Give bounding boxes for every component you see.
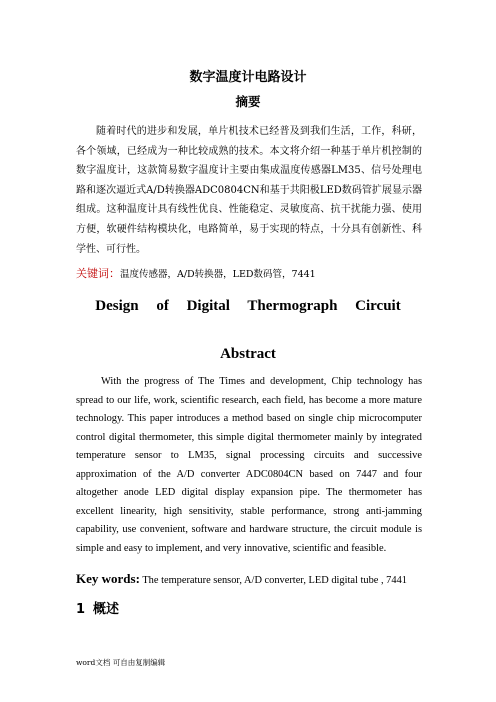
document-title: 数字温度计电路设计	[189, 70, 307, 85]
section-heading	[76, 598, 119, 617]
document-title-en: Design of Digital Thermograph Circuit	[95, 298, 401, 314]
section-title: 概述	[93, 602, 120, 617]
keywords-cn-label: 关键词：	[76, 267, 120, 280]
keywords-cn-text: 温度传感器，A/D转换器，LED数码管，7441	[120, 269, 316, 280]
section-number: 1	[76, 602, 86, 617]
abstract-body-en: With the progress of The Times and development, Chip technology has spread to our life, work, scientific research, each field, has become a more mature technology. This paper introduces a method based on single chip microcomputer control digital thermometer, this simple digital thermometer mainly by integrated temperature sensor to LM35, signal processing circuits and successive approximation of the A/D converter ADC0804CN based on 7447 and four altogether anode LED digital display expansion pipe. The thermometer has excellent linearity, high sensitivity, stable performance, strong anti-jamming capability, use convenient, software and hardware structure, the circuit module is simple and easy to implement, and very innovative, scientific and feasible.	[76, 376, 422, 554]
keywords-cn	[76, 265, 422, 281]
abstract-heading-en: Abstract	[220, 346, 276, 362]
keywords-en-text: The temperature sensor, A/D converter, LED digital tube , 7441	[139, 575, 407, 586]
keywords-en-label: Key words:	[76, 571, 140, 586]
footer-note: word文档 可自由复制编辑	[76, 658, 166, 667]
abstract-heading-cn: 摘要	[235, 94, 261, 109]
abstract-body-cn: 随着时代的进步和发展，单片机技术已经普及到我们生活，工作，科研，各个领域，已经成为一种比较成熟的技术。本文将介绍一种基于单片机控制的数字温度计，这款简易数字温度计主要由集成温度传感器LM35、信号处理电路和逐次逼近式A/D转换器ADC0804CN和基于共阳极LED数码管扩展显示器组成。这种温度计具有线性优良、性能稳定、灵敏度高、抗干扰能力强、使用方便，软硬件结构模块化，电路简单，易于实现的特点，十分具有创新性、科学性、可行性。	[76, 126, 422, 255]
keywords-en	[76, 571, 436, 587]
